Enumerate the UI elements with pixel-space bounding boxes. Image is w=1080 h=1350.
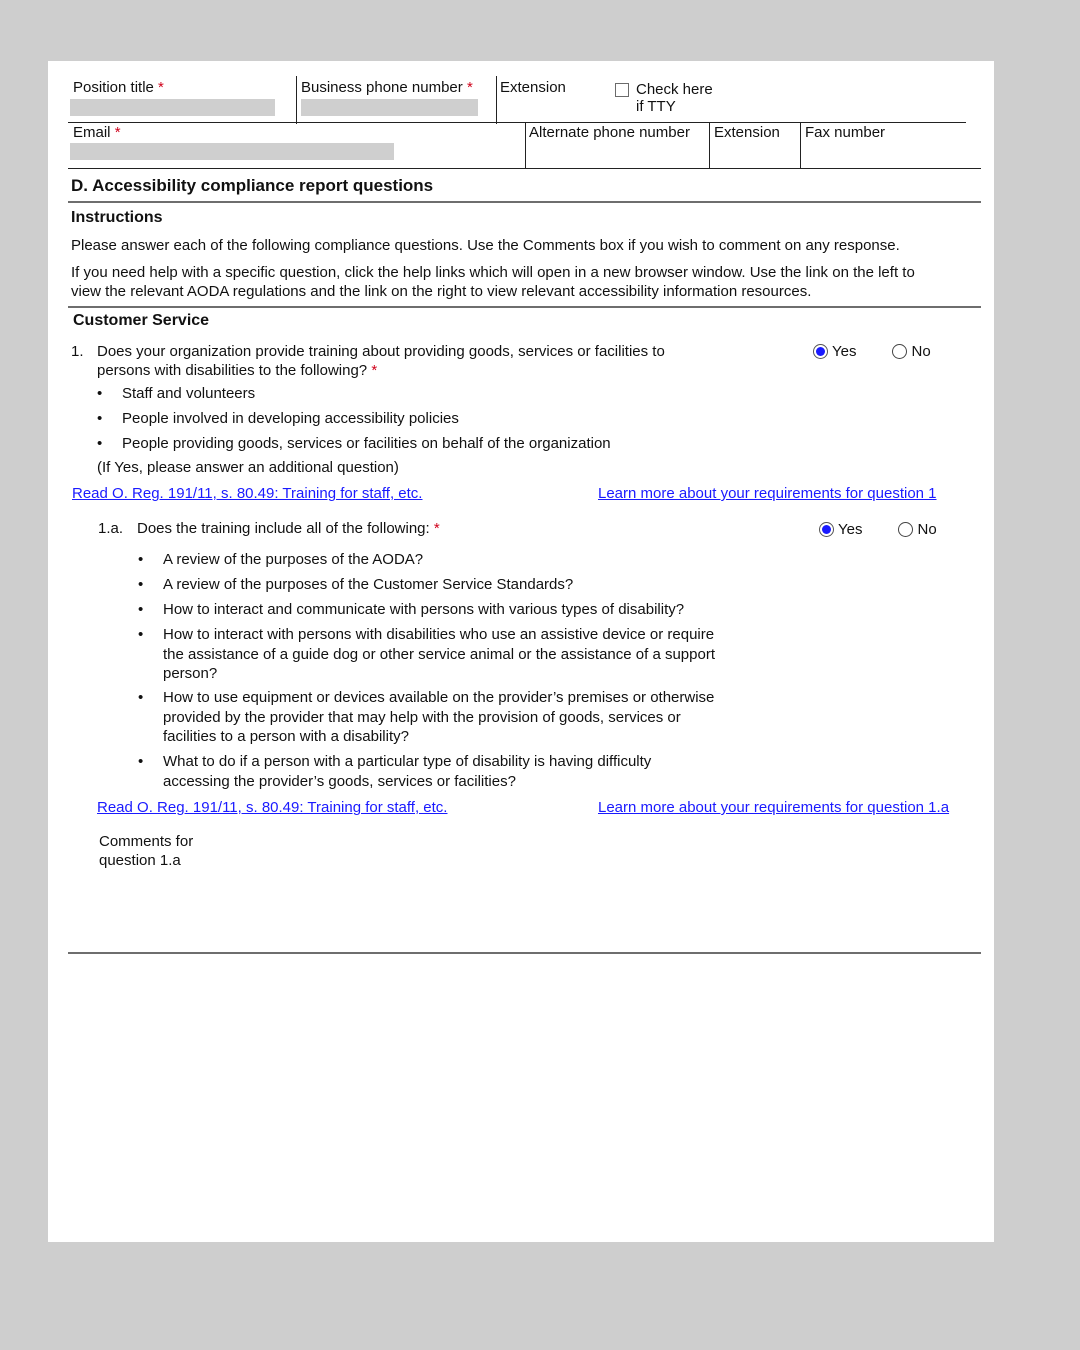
q1a-text: Does the training include all of the following: * [137,520,440,537]
q1-no-label: No [911,343,931,360]
divider [709,122,710,168]
q1-number: 1. [71,343,84,360]
q1a-requirements-link[interactable]: Learn more about your requirements for question 1.a [598,799,950,816]
radio-selected-icon[interactable] [819,522,834,537]
business-phone-input[interactable] [301,99,478,116]
radio-selected-icon[interactable] [813,344,828,359]
customer-service-heading: Customer Service [73,312,210,329]
q1a-yes-option[interactable] [819,521,862,538]
radio-unselected-icon[interactable] [892,344,907,359]
instructions-heading: Instructions [71,209,163,226]
q1-yes-option[interactable] [813,343,856,360]
alternate-phone-label: Alternate phone number [529,124,690,141]
form-page: Position title * Business phone number * Extension Check here if TTY Email * Alternate phone number Extension Fax number D. Accessibility compliance report questions Instructions Please answer each of the following compliance questions. Use the Comments box if you wish to comment on any response. If you need help with a specific question, click the help links which will open in a new browser window. Use the link on the left to view the relevant AODA regulations and the link on the right to view relevant accessibility information resources. Customer Service 1. Does your organization provide training about providing goods, services or facilities to persons with disabilities to the following? * Yes No • Staff and volunteers • People involved in developing accessibility policies • People providing goods, services or facilities on behalf of the organization (If Yes, please answer an additional question) Read O. Reg. 191/11, s. 80.49: Training for staff, etc. Learn more about your requirements for question 1 1.a. Does the training include all of the following: * Yes No • A review of the purposes of the AODA? • A review of the purposes of the Customer Service Standards? • How to interact and communicate with persons with various types of disability? • How to interact with persons with disabilities who use an assistive device or require the assistance of a guide dog or other service animal or the assistance of a support person? • How to use equipment or devices available on the provider’s premises or otherwise provided by the provider that may help with the provision of goods, services or facilities to a person with a disability? • What to do if a person with a particular type of disability is having difficulty accessing the provider’s goods, services or facilities? Read O. Reg. 191/11, s. 80.49: Training for staff, etc. Learn more about your requirements for question 1.a Comments for question 1.a [48,61,994,1242]
tty-checkbox-label: Check here if TTY [636,81,713,115]
divider [296,76,297,124]
tty-checkbox[interactable] [615,83,629,97]
q1a-radio-group [819,521,937,538]
email-input[interactable] [70,143,394,160]
business-phone-label: Business phone number * [301,79,473,96]
divider [496,76,497,124]
divider [68,168,981,169]
divider [68,122,966,123]
q1a-no-label: No [917,521,937,538]
section-title: D. Accessibility compliance report questions [71,176,434,195]
divider [800,122,801,168]
divider [68,306,981,308]
q1-note: (If Yes, please answer an additional question) [97,459,399,476]
q1-radio-group [813,343,931,360]
q1-text: Does your organization provide training about providing goods, services or facilities to persons with disabilities to the following? * [97,343,665,379]
email-label: Email * [73,124,121,141]
q1a-no-option[interactable] [898,521,936,538]
q1a-comments-textarea[interactable] [248,831,972,945]
q1-yes-label: Yes [832,343,857,360]
divider [68,952,981,954]
q1a-yes-label: Yes [838,521,863,538]
q1-no-option[interactable] [892,343,930,360]
q1-requirements-link[interactable]: Learn more about your requirements for question 1 [598,485,937,502]
radio-unselected-icon[interactable] [898,522,913,537]
q1a-number: 1.a. [98,520,124,537]
position-title-label: Position title * [73,79,164,96]
instructions-paragraph-2: If you need help with a specific question, click the help links which will open in a new browser window. Use the link on the left to view the relevant AODA regulations and the link on the right to view relevant accessibility information resources. [71,264,915,300]
q1a-comments-label: Comments for question 1.a [99,833,194,869]
q1a-regulation-link[interactable]: Read O. Reg. 191/11, s. 80.49: Training for staff, etc. [97,799,448,816]
divider [68,201,981,203]
q1-regulation-link[interactable]: Read O. Reg. 191/11, s. 80.49: Training for staff, etc. [72,485,423,502]
extension-label: Extension [500,79,566,96]
alt-extension-label: Extension [714,124,780,141]
instructions-paragraph-1: Please answer each of the following compliance questions. Use the Comments box if you wish to comment on any response. [71,237,900,254]
position-title-input[interactable] [70,99,275,116]
divider [525,122,526,168]
fax-label: Fax number [805,124,886,141]
